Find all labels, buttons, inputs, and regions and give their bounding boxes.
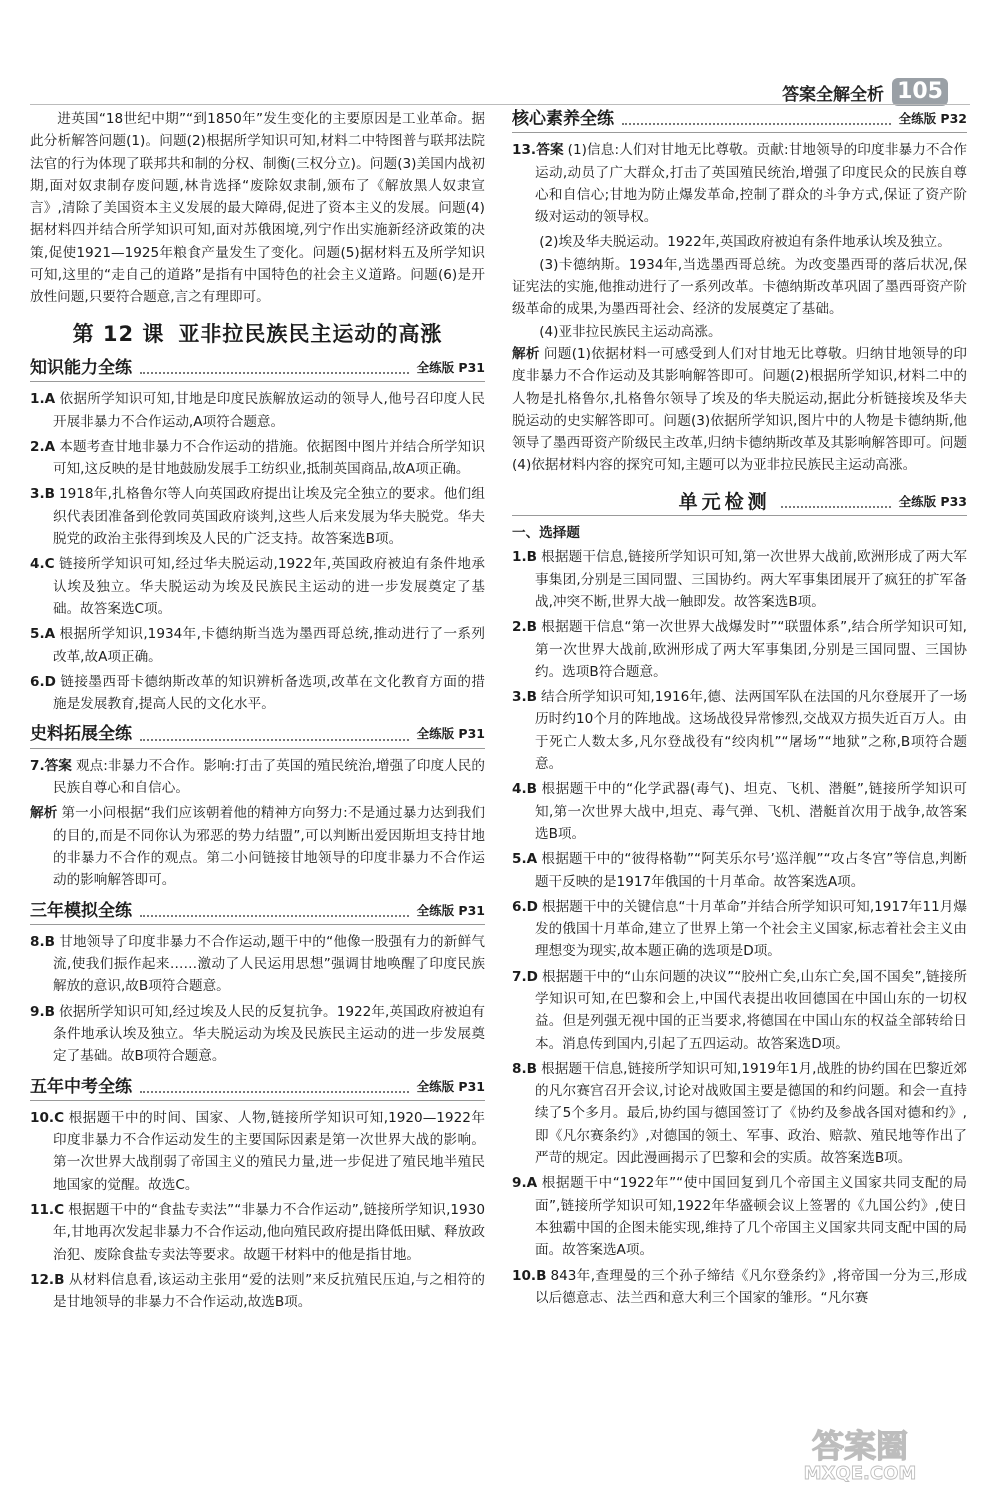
- answer-number: 8.B: [512, 1060, 537, 1077]
- dotted-leader: [781, 506, 891, 508]
- unit-test-title: 单元检测: [678, 490, 771, 513]
- answer-number: 10.C: [30, 1109, 65, 1126]
- answer-item: [30, 755, 485, 800]
- answer-item: [512, 848, 967, 893]
- answer-number: 5.A: [30, 626, 56, 643]
- answer-number: 1.B: [512, 549, 537, 566]
- answer-text: 根据题干信息,链接所学知识可知,第一次世界大战前,欧洲形成了两大军事集团,分别是三国同盟、三国协约。两大军事集团展开了疯狂的扩军备战,冲突不断,世界大战一触即发。故答案选B项。: [535, 549, 967, 610]
- section-title: 核心素养全练: [512, 109, 614, 129]
- answer-number: 12.B: [30, 1271, 65, 1288]
- answer-text: 根据所学知识,1934年,卡德纳斯当选为墨西哥总统,推动进行了一系列改革,故A项正确。: [53, 626, 485, 665]
- answer-text: 根据题干中的“化学武器(毒气)、坦克、飞机、潜艇”,链接所学知识可知,第一次世界大战中,坦克、毒气弹、飞机、潜艇首次用于战争,故答案选B项。: [535, 781, 967, 842]
- left-column: [30, 108, 485, 1317]
- answer-text: 根据题干中的关键信息“十月革命”并结合所学知识可知,1917年11月爆发的俄国十月革命,建立了世界上第一个社会主义国家,标志着社会主义由理想变为现实,故本题正确的选项是D项。: [535, 898, 967, 960]
- section-title: 史料拓展全练: [30, 724, 132, 745]
- answer-item: [30, 1001, 485, 1068]
- answer-part: (3)卡德纳斯。1934年,当选墨西哥总统。为改变墨西哥的落后状况,保证宪法的实施,他推动进行了一系列改革。卡德纳斯改革巩固了墨西哥资产阶级革命的成果,为墨西哥社会、经济的发展奠定了基础。: [512, 256, 967, 318]
- answer-text: 根据题干中的“山东问题的决议”“胶州亡矣,山东亡矣,国不国矣”,链接所学知识可知,在巴黎和会上,中国代表提出收回德国在中国山东的一切权益。但是列强无视中国的正当要求,将德国在中国山东的权益全部转给日本。消息传到国内,引起了五四运动。故答案选D项。: [535, 968, 967, 1052]
- answer-text: 结合所学知识可知,1916年,德、法两国军队在法国的凡尔登展开了一场历时约10个月的阵地战。这场战役异常惨烈,交战双方损失近百万人。由于死亡人数太多,凡尔登战役有“绞肉机”“屠场”“地狱”之称,B项符合题意。: [535, 689, 967, 773]
- answer-item: [30, 436, 485, 481]
- answer-item: [512, 1058, 967, 1169]
- intro-paragraph: 进英国“18世纪中期”“到1850年”发生变化的主要原因是工业革命。据此分析解答问题(1)。问题(2)根据所学知识可知,材料二中特图普与联邦法院法官的行为体现了联邦共和制的分权、制衡(三权分立)。问题(3)美国内战初期,面对奴隶制存废问题,林肯选择“废除奴隶制,颁布了《解放黑人奴隶宣言》,清除了美国资本主义发展的最大障碍,促进了资本主义的发展。问题(4)据材料四并结合所学知识可知,面对苏俄困境,列宁作出实施新经济政策的决策,促使1921—1925年粮食产量发生了变化。问题(5)据材料五及所学知识可知,这里的“走自己的道路”是指有中国特色的社会主义道路。问题(6)是开放性问题,只要符合题意,言之有理即可。: [30, 111, 485, 306]
- answer-item: [30, 388, 485, 433]
- answer-item: [30, 1107, 485, 1196]
- answer-number: 4.B: [512, 781, 537, 798]
- answer-item: [512, 1265, 967, 1310]
- section-header-three-year: [30, 900, 485, 925]
- answer-text: 根据题干中的“彼得格勒”“阿芙乐尔号’巡洋舰”“攻占冬宫”等信息,判断题干反映的是1917年俄国的十月革命。故答案选A项。: [535, 851, 967, 890]
- answer-text: 链接墨西哥卡德纳斯改革的知识辨析备选项,改革在文化教育方面的措施是发展教育,提高人民的文化水平。: [53, 673, 485, 713]
- answer-number: 6.D: [30, 673, 56, 690]
- answer-number: 2.A: [30, 438, 56, 455]
- answer-item: [512, 778, 967, 845]
- answer-number: 2.B: [512, 619, 537, 636]
- answer-text: 根据题干信息“第一次世界大战爆发时”“联盟体系”,结合所学知识可知,第一次世界大战前,欧洲形成了两大军事集团,分别是三国同盟、三国协约。选项B符合题意。: [535, 619, 967, 680]
- answer-item: [30, 1269, 485, 1314]
- answer-text: 依据所学知识可知,甘地是印度民族解放运动的领导人,他号召印度人民开展非暴力不合作运动,A项符合题意。: [53, 391, 485, 430]
- answer-item: [30, 671, 485, 716]
- section-page-ref: 全练版 P31: [416, 359, 485, 375]
- answer-item: [30, 623, 485, 668]
- answer-number: 1.A: [30, 391, 56, 408]
- answer-text: 链接所学知识可知,经过华夫脱运动,1922年,英国政府被迫有条件地承认埃及独立。华夫脱运动为埃及民族民主运动的进一步发展奠定了基础。故答案选C项。: [53, 556, 485, 617]
- answer-text: 843年,查理曼的三个孙子缔结《凡尔登条约》,将帝国一分为三,形成以后德意志、法兰西和意大利三个国家的雏形。“凡尔赛: [535, 1267, 967, 1306]
- section-title: 三年模拟全练: [30, 900, 132, 921]
- analysis-label: 解析: [30, 805, 58, 822]
- right-column: [512, 108, 967, 1312]
- analysis-paragraph: [512, 343, 967, 477]
- answer-item: [512, 616, 967, 683]
- unit-test-header: [512, 491, 967, 516]
- dotted-leader: [140, 915, 409, 917]
- page-number: 105: [892, 78, 948, 106]
- answer-number: 7.答案: [30, 757, 72, 774]
- lesson-name: 亚非拉民族民主运动的高涨: [178, 321, 443, 346]
- section-header-sources: [30, 723, 485, 748]
- answer-item: [512, 896, 967, 963]
- header-divider: [30, 104, 970, 105]
- answer-item: [512, 139, 967, 228]
- answer-number: 13.答案: [512, 142, 564, 159]
- answer-part: (4)亚非拉民族民主运动高涨。: [539, 323, 722, 340]
- subsection-title: 一、选择题: [512, 525, 580, 542]
- answer-part: (2)埃及华夫脱运动。1922年,英国政府被迫有条件地承认埃及独立。: [539, 234, 951, 251]
- answer-number: 11.C: [30, 1202, 65, 1219]
- analysis-item: [30, 802, 485, 891]
- header-title: 答案全解全析: [782, 84, 885, 105]
- dotted-leader: [140, 1091, 409, 1093]
- answer-number: 9.A: [512, 1175, 538, 1192]
- answer-number: 3.B: [30, 486, 55, 503]
- answer-number: 5.A: [512, 851, 538, 868]
- watermark-logo: [750, 1423, 970, 1483]
- answer-item: [30, 553, 485, 620]
- answer-item: [512, 546, 967, 613]
- answer-number: 10.B: [512, 1267, 547, 1284]
- dotted-leader: [140, 739, 409, 741]
- answer-text: 本题考查甘地非暴力不合作运动的措施。依据图中图片并结合所学知识可知,这反映的是甘地鼓励发展手工纺织业,抵制英国商品,故A项正确。: [53, 438, 485, 478]
- answer-number: 8.B: [30, 933, 55, 950]
- answer-text: 依据所学知识可知,经过埃及人民的反复抗争。1922年,英国政府被迫有条件地承认埃及独立。华夫脱运动为埃及民族民主运动的进一步发展奠定了基础。故B项符合题意。: [53, 1003, 485, 1065]
- lesson-number: 第 12 课: [72, 321, 165, 346]
- section-page-ref: 全练版 P31: [416, 902, 485, 918]
- answer-text: 根据题干中“1922年”“使中国回复到几个帝国主义国家共同支配的局面”,链接所学知识可知,1922年华盛顿会议上签署的《九国公约》,使日本独霸中国的企图未能实现,维持了几个帝国主义国家共同支配中国的局面。故答案选A项。: [535, 1175, 967, 1259]
- answer-number: 6.D: [512, 898, 538, 915]
- section-title: 五年中考全练: [30, 1076, 132, 1097]
- answer-number: 9.B: [30, 1003, 55, 1020]
- answer-item: [512, 686, 967, 775]
- analysis-text: 第一小问根据“我们应该朝着他的精神方向努力:不是通过暴力达到我们的目的,而是不同你认为邪恶的势力结盟”,可以判断出爱因斯坦支持甘地的非暴力不合作的观点。第二小问链接甘地领导的印度非暴力不合作运动的影响解答即可。: [53, 805, 485, 889]
- section-title: 知识能力全练: [30, 357, 132, 378]
- analysis-text: 问题(1)依据材料一可感受到人们对甘地无比尊敬。归纳甘地领导的印度非暴力不合作运动及其影响解答即可。问题(2)根据所学知识,材料二中的人物是扎格鲁尔,扎格鲁尔领导了埃及的华夫脱运动,据此分析链接埃及华夫脱运动的史实解答即可。问题(3)依据所学知识,图片中的人物是卡德纳斯,他领导了墨西哥资产阶级民主改革,归纳卡德纳斯改革及其影响解答即可。问题(4)依据材料内容的探究可知,主题可以为亚非拉民族民主运动高涨。: [512, 345, 967, 474]
- answer-text: 从材料信息看,该运动主张用“爱的法则”来反抗殖民压迫,与之相符的是甘地领导的非暴力不合作运动,故选B项。: [53, 1271, 485, 1311]
- section-header-five-year: [30, 1076, 485, 1101]
- section-page-ref: 全练版 P32: [898, 111, 967, 126]
- answer-text: 1918年,扎格鲁尔等人向英国政府提出让埃及完全独立的要求。他们组织代表团准备到伦敦同英国政府谈判,这些人后来发展为华夫脱党。华夫脱党的政治主张得到埃及人民的广泛支持。故答案选B项。: [53, 486, 485, 548]
- section-page-ref: 全练版 P31: [416, 726, 485, 742]
- lesson-title: [30, 323, 485, 345]
- watermark-line1: 答案圈: [811, 1427, 909, 1465]
- answer-text: (1)信息:人们对甘地无比尊敬。贡献:甘地领导的印度非暴力不合作运动,动员了广大群众,打击了英国殖民统治,增强了印度民众的民族自尊心和自信心;甘地为防止爆发革命,控制了群众的斗争方式,保证了资产阶级对运动的领导权。: [535, 142, 967, 226]
- watermark-line2: MXQE.COM: [803, 1463, 917, 1483]
- answer-item: [30, 483, 485, 550]
- answer-item: [512, 1172, 967, 1261]
- answer-item: [512, 966, 967, 1055]
- analysis-label: 解析: [512, 345, 540, 362]
- answer-text: 根据题干中的“食盐专卖法”“非暴力不合作运动”,链接所学知识,1930年,甘地再次发起非暴力不合作运动,他向殖民政府提出降低田赋、释放政治犯、废除食盐专卖法等要求。故题干材料中的他是指甘地。: [53, 1202, 485, 1263]
- section-page-ref: 全练版 P31: [416, 1078, 485, 1094]
- answer-text: 根据题干中的时间、国家、人物,链接所学知识可知,1920—1922年印度非暴力不合作运动发生的主要国际因素是第一次世界大战的影响。第一次世界大战削弱了帝国主义的殖民力量,进一步促进了殖民地半殖民地国家的觉醒。故选C。: [53, 1109, 485, 1193]
- answer-text: 甘地领导了印度非暴力不合作运动,题干中的“他像一股强有力的新鲜气流,使我们振作起来……激动了人民运用思想”强调甘地唤醒了印度民族解放的意识,故B项符合题意。: [53, 933, 485, 995]
- answer-text: 观点:非暴力不合作。影响:打击了英国的殖民统治,增强了印度人民的民族自尊心和自信心。: [53, 757, 486, 797]
- section-header-knowledge: [30, 357, 485, 382]
- answer-number: 7.D: [512, 968, 538, 985]
- answer-text: 根据题干信息,链接所学知识可知,1919年1月,战胜的协约国在巴黎近郊的凡尔赛宫召开会议,讨论对战败国主要是德国的和约问题。和会一直持续了5个多月。最后,协约国与德国签订了《协约及参战各国对德和约》,即《凡尔赛条约》,对德国的领土、军事、政治、赔款、殖民地等作出了严苛的规定。因此漫画揭示了巴黎和会的实质。故答案选B项。: [535, 1060, 967, 1167]
- section-page-ref: 全练版 P33: [898, 493, 967, 509]
- answer-item: [30, 1199, 485, 1266]
- answer-item: [30, 931, 485, 998]
- answer-number: 4.C: [30, 556, 55, 573]
- section-header-core: [512, 108, 967, 133]
- dotted-leader: [140, 372, 409, 374]
- answer-number: 3.B: [512, 689, 537, 706]
- dotted-leader: [622, 123, 891, 125]
- page-header: [782, 78, 948, 106]
